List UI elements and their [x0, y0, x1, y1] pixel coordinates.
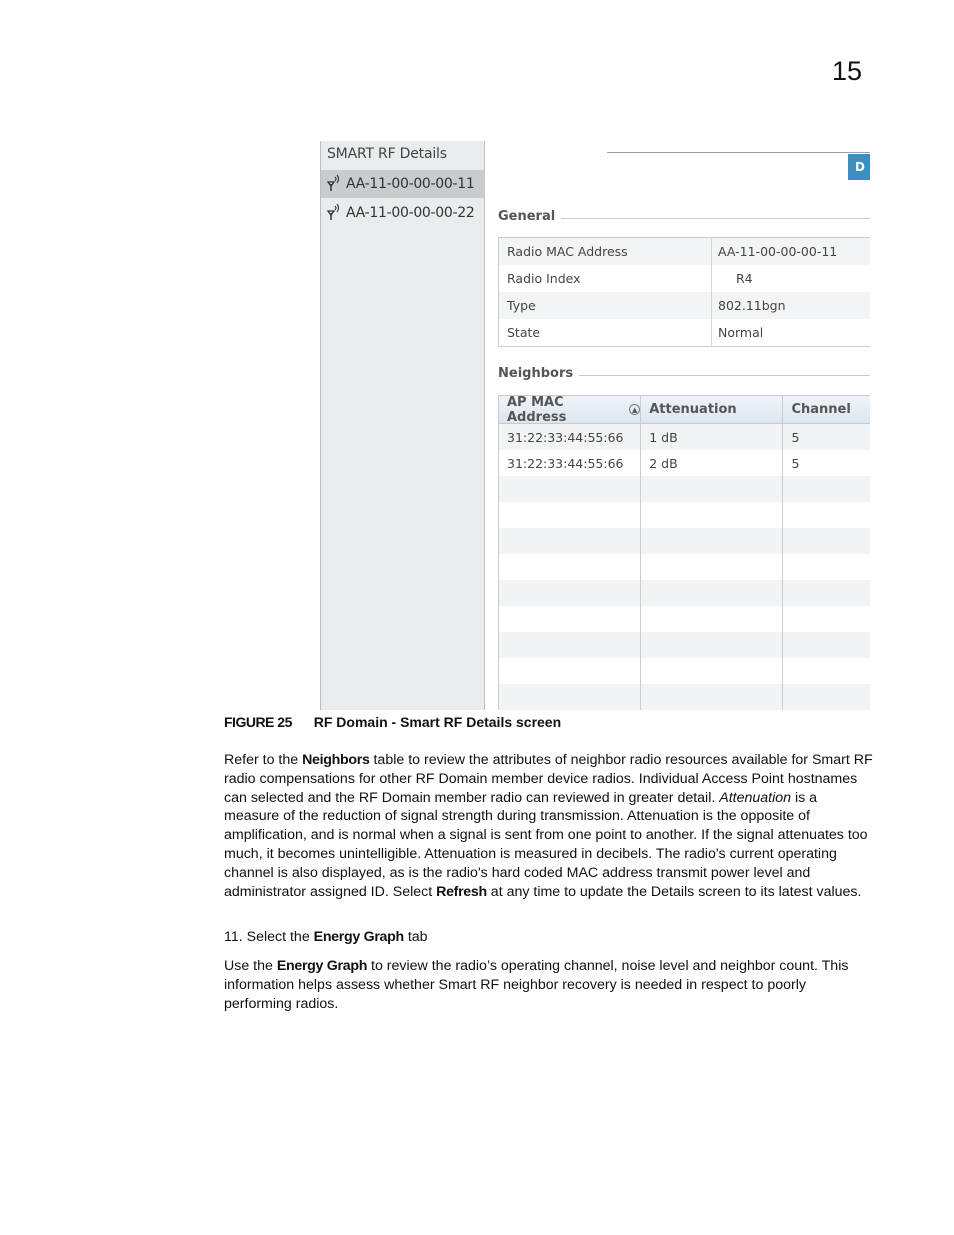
- text: tab: [403, 929, 428, 945]
- field-value: Normal: [712, 319, 871, 347]
- field-label: Type: [499, 292, 712, 319]
- sidebar-title: SMART RF Details: [327, 146, 447, 162]
- header-divider: [607, 152, 870, 153]
- radio-antenna-icon: [325, 203, 345, 223]
- cell-attenuation: 2 dB: [641, 450, 783, 476]
- smart-rf-details-screenshot: [320, 141, 870, 710]
- text: to review the radio’s operating channel, noise level and neighbor count. This information helps assess whether Smart RF neighbor recovery is needed in respect to poorly performing radios.: [224, 958, 849, 1012]
- text: Refer to the: [224, 752, 303, 768]
- sidebar-item-label: AA-11-00-00-00-22: [346, 205, 475, 221]
- empty-row: [499, 632, 870, 658]
- text: table to review the attributes of neighbor radio resources available for Smart RF radio compensations for other RF Domain member device radios. Individual Access Point hostnames can selected and the RF Domain member radio can reviewed in greater detail.: [224, 752, 873, 806]
- empty-row: [499, 606, 870, 632]
- step-11: [224, 929, 428, 945]
- details-tab[interactable]: D: [848, 154, 870, 180]
- empty-row: [499, 580, 870, 606]
- ui-term-energy-graph: Energy Graph: [313, 929, 404, 945]
- figure-label: FIGURE 25: [224, 714, 292, 730]
- neighbors-section-title: Neighbors: [498, 366, 579, 381]
- table-row: [499, 238, 871, 266]
- figure-caption: [224, 714, 561, 730]
- table-row: [499, 265, 871, 292]
- field-label: State: [499, 319, 712, 347]
- empty-row: [499, 476, 870, 502]
- cell-ap-mac: 31:22:33:44:55:66: [499, 450, 641, 476]
- table-row[interactable]: [499, 450, 870, 476]
- paragraph-energy-graph: [224, 957, 874, 1013]
- table-header: [499, 396, 870, 424]
- text: at any time to update the Details screen to its latest values.: [486, 883, 862, 900]
- cell-attenuation: 1 dB: [641, 424, 783, 450]
- ui-term-neighbors: Neighbors: [302, 752, 370, 768]
- ui-term-refresh: Refresh: [436, 883, 487, 900]
- sidebar-item-radio-2[interactable]: [321, 199, 485, 227]
- field-value: AA-11-00-00-00-11: [712, 238, 871, 266]
- sidebar-item-radio-1[interactable]: [321, 170, 485, 198]
- sort-ascending-icon[interactable]: ▲: [629, 404, 640, 415]
- cell-channel: 5: [783, 424, 870, 450]
- radio-antenna-icon: [325, 174, 345, 194]
- column-header-channel[interactable]: Channel: [783, 396, 870, 423]
- figure-title: RF Domain - Smart RF Details screen: [313, 714, 562, 730]
- text: 11. Select the: [224, 929, 314, 945]
- ui-term-energy-graph: Energy Graph: [276, 958, 368, 974]
- text: Use the: [224, 958, 277, 974]
- cell-ap-mac: 31:22:33:44:55:66: [499, 424, 641, 450]
- cell-channel: 5: [783, 450, 870, 476]
- sidebar-item-label: AA-11-00-00-00-11: [346, 176, 475, 192]
- table-row: [499, 292, 871, 319]
- column-label: AP MAC Address: [507, 395, 567, 425]
- field-label: Radio Index: [499, 265, 712, 292]
- sidebar: [320, 141, 485, 710]
- column-header-attenuation[interactable]: Attenuation: [641, 396, 783, 423]
- table-row: [499, 319, 871, 347]
- text: is a measure of the reduction of signal strength during transmission. Attenuation is the opposite of amplification, and is normal when a signal is sent from one point to another. If the signal attenuates too much, it becomes unintelligible. Attenuation is measured in decibels. The radio's current operating channel is also displayed, as is the radio's hard coded MAC address transmit power level and administrator assigned ID. Select: [224, 789, 868, 900]
- term-attenuation: Attenuation: [719, 789, 792, 806]
- empty-row: [499, 528, 870, 554]
- empty-row: [499, 658, 870, 684]
- empty-row: [499, 554, 870, 580]
- field-value: R4: [712, 265, 871, 292]
- paragraph-neighbors: [224, 751, 874, 901]
- empty-row: [499, 502, 870, 528]
- field-value: 802.11bgn: [712, 292, 871, 319]
- chapter-number: 15: [832, 56, 863, 86]
- neighbors-table: [498, 395, 870, 710]
- table-row[interactable]: [499, 424, 870, 450]
- field-label: Radio MAC Address: [499, 238, 712, 266]
- general-section-title: General: [498, 209, 561, 224]
- column-header-ap-mac[interactable]: [499, 396, 641, 423]
- general-table: [498, 237, 870, 347]
- empty-row: [499, 684, 870, 710]
